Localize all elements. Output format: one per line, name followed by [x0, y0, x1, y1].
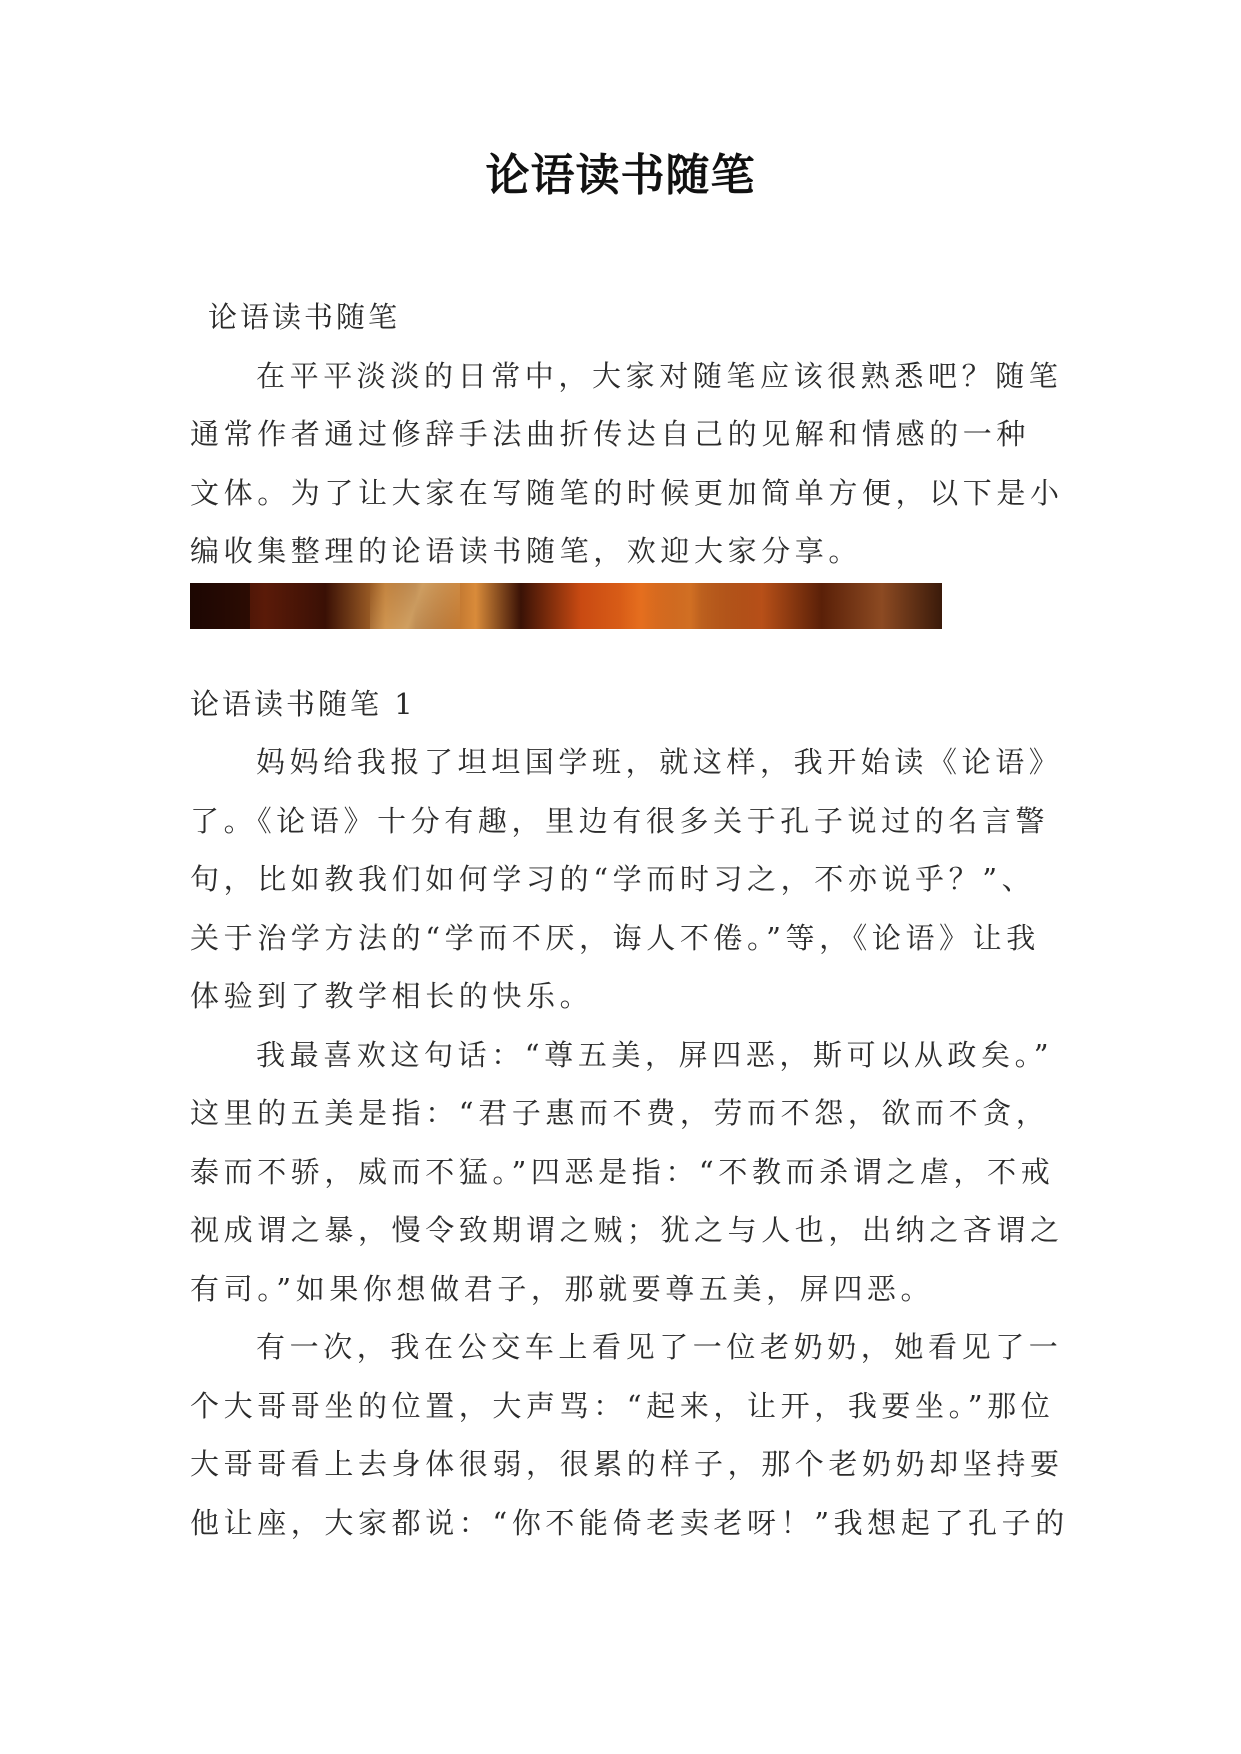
paragraph-line: 大哥哥看上去身体很弱，很累的样子，那个老奶奶却坚持要: [190, 1447, 1064, 1481]
image-glow: [620, 583, 760, 629]
paragraph-line: 泰而不骄，威而不猛。”四恶是指：“不教而杀谓之虐，不戒: [190, 1154, 1055, 1189]
paragraph-line: 句，比如教我们如何学习的“学而时习之，不亦说乎？”、: [190, 862, 1036, 896]
document-title: 论语读书随笔: [485, 150, 756, 201]
paragraph-2: [190, 1026, 1064, 1319]
paragraph-line: 我最喜欢这句话：“尊五美，屏四恶，斯可以从政矣。”: [256, 1037, 1054, 1072]
paragraph-line: 了。《论语》十分有趣，里边有很多关于孔子说过的名言警: [190, 803, 1050, 838]
paragraph-line: 体验到了教学相长的快乐。: [190, 979, 594, 1013]
paragraph-line: 他让座，大家都说：“你不能倚老卖老呀！”我想起了孔子的: [190, 1505, 1069, 1540]
spacer: [190, 629, 1060, 675]
paragraph-line: 妈妈给我报了坦坦国学班，就这样，我开始读《论语》: [256, 745, 1063, 779]
paragraph-3: [190, 1318, 1069, 1552]
paragraph-line: 关于治学方法的“学而不厌，诲人不倦。”等，《论语》让我: [190, 920, 1040, 955]
intro-paragraph: [190, 347, 1064, 581]
document-body: [190, 288, 1069, 1552]
image-shadow: [190, 583, 250, 629]
section-heading: 论语读书随笔 1: [190, 686, 416, 721]
paragraph-line: 视成谓之暴，慢令致期谓之贼；犹之与人也，出纳之吝谓之: [190, 1213, 1064, 1247]
paragraph-line: 个大哥哥坐的位置，大声骂：“起来，让开，我要坐。”那位: [190, 1388, 1055, 1423]
image-highlight: [370, 583, 460, 629]
paragraph-line: 有一次，我在公交车上看见了一位老奶奶，她看见了一: [256, 1330, 1063, 1364]
intro-line: 通常作者通过修辞手法曲折传达自己的见解和情感的一种: [190, 417, 1031, 451]
intro-line: 在平平淡淡的日常中，大家对随笔应该很熟悉吧？随笔: [256, 358, 1063, 393]
intro-subtitle: 论语读书随笔: [208, 300, 401, 334]
intro-line: 文体。为了让大家在写随笔的时候更加简单方便，以下是小: [190, 475, 1064, 510]
decorative-image-strip: [190, 583, 942, 629]
paragraph-1: [190, 733, 1063, 1026]
paragraph-line: 有司。”如果你想做君子，那就要尊五美，屏四恶。: [190, 1271, 935, 1306]
paragraph-line: 这里的五美是指：“君子惠而不费，劳而不怨，欲而不贪，: [190, 1096, 1050, 1130]
intro-line: 编收集整理的论语读书随笔，欢迎大家分享。: [190, 534, 863, 568]
